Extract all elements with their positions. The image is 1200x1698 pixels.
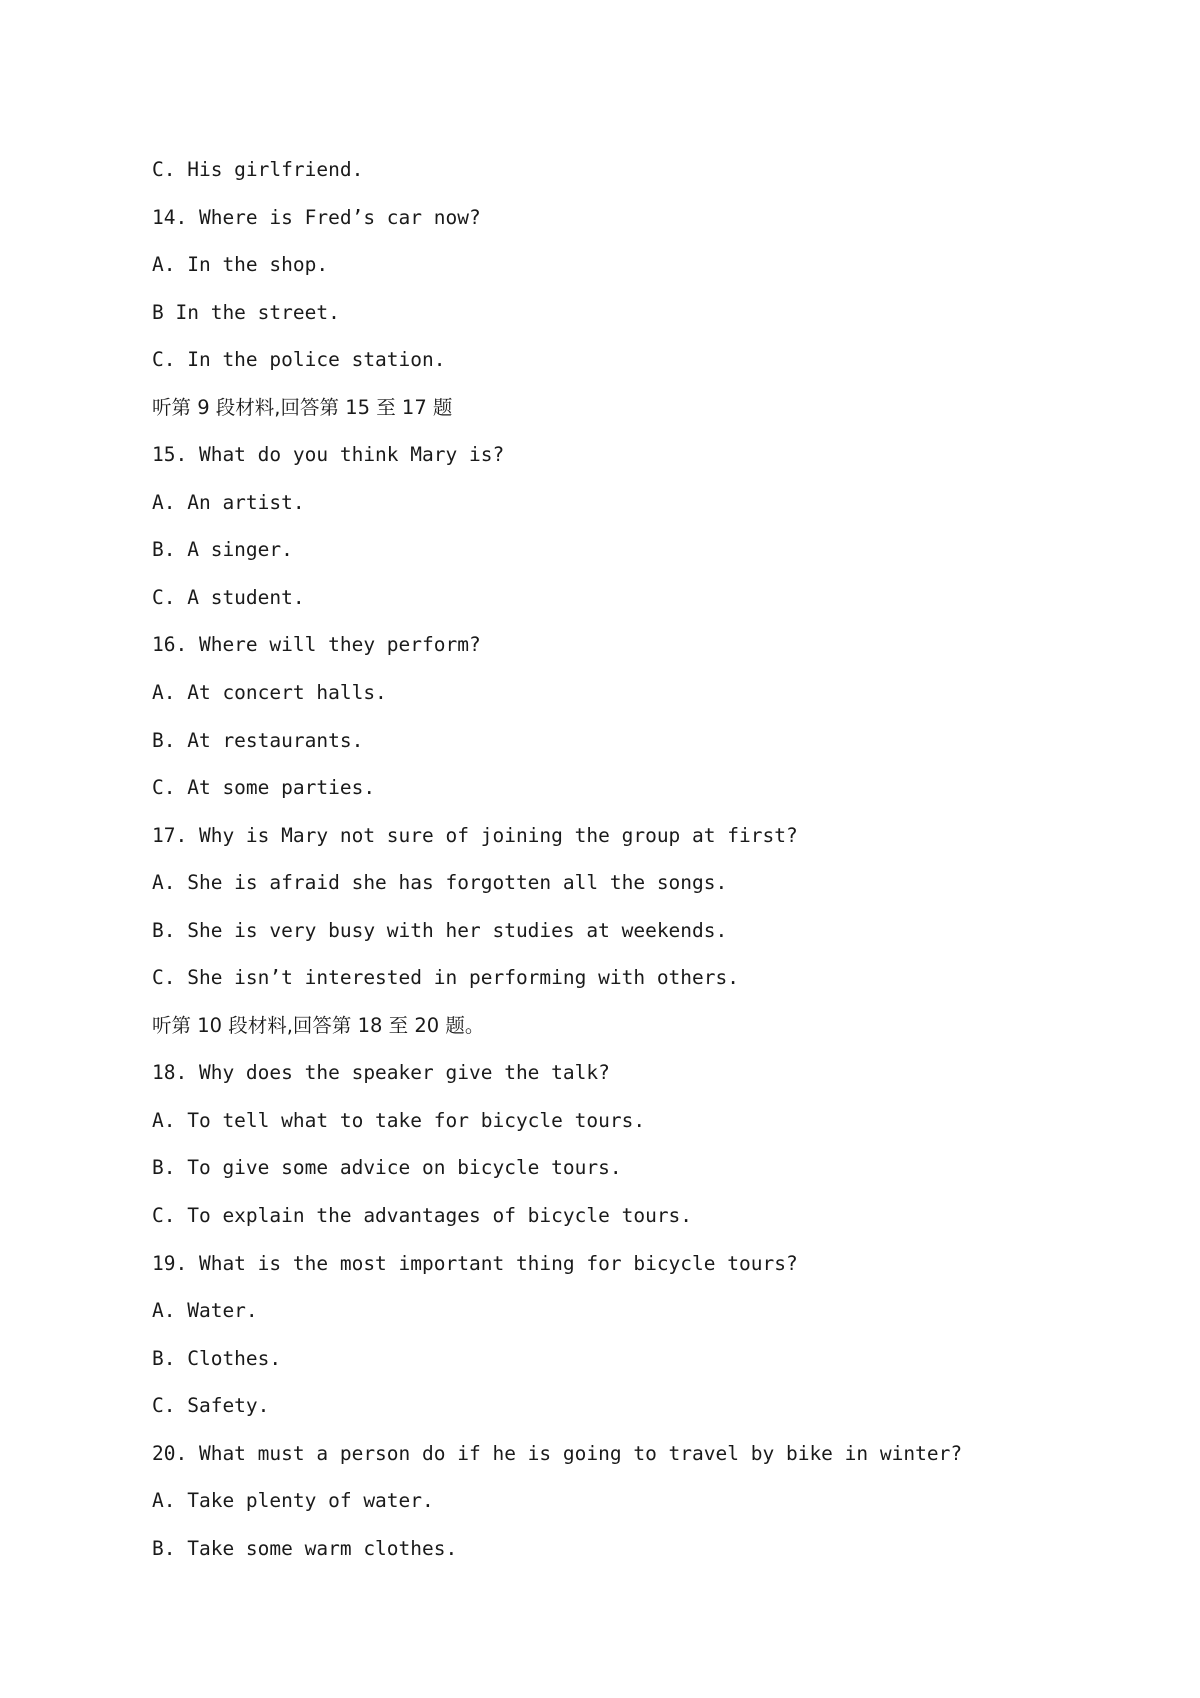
section-heading: 听第 10 段材料,回答第 18 至 20 题。 [152, 1013, 485, 1037]
text-lines [152, 155, 1132, 1581]
option-line: B. She is very busy with her studies at weekends. [152, 918, 728, 942]
option-line: A. She is afraid she has forgotten all the songs. [152, 871, 728, 895]
option-line: A. To tell what to take for bicycle tours. [152, 1108, 646, 1132]
option-line: C. To explain the advantages of bicycle tours. [152, 1204, 693, 1228]
question-line: 18. Why does the speaker give the talk? [152, 1061, 610, 1085]
question-line: 20. What must a person do if he is going to travel by bike in winter? [152, 1441, 963, 1465]
option-line: B. Clothes. [152, 1346, 282, 1370]
section-heading: 听第 9 段材料,回答第 15 至 17 题 [152, 395, 453, 419]
question-line: 16. Where will they perform? [152, 633, 481, 657]
option-line: A. Take plenty of water. [152, 1489, 434, 1513]
option-line: C. A student. [152, 585, 305, 609]
option-line: A. An artist. [152, 490, 305, 514]
question-line: 15. What do you think Mary is? [152, 443, 505, 467]
option-line: B. A singer. [152, 538, 293, 562]
question-line: 19. What is the most important thing for bicycle tours? [152, 1251, 798, 1275]
option-line: A. In the shop. [152, 253, 329, 277]
option-line: C. At some parties. [152, 776, 376, 800]
option-line: C. She isn’t interested in performing with others. [152, 966, 739, 990]
option-line: B. Take some warm clothes. [152, 1536, 458, 1560]
option-line: C. His girlfriend. [152, 158, 364, 181]
option-line: B In the street. [152, 300, 340, 324]
option-line: B. At restaurants. [152, 728, 364, 752]
question-line: 17. Why is Mary not sure of joining the group at first? [152, 823, 798, 847]
option-line: B. To give some advice on bicycle tours. [152, 1156, 622, 1180]
option-line: A. At concert halls. [152, 681, 387, 705]
question-line: 14. Where is Fred’s car now? [152, 205, 481, 229]
option-line: C. In the police station. [152, 348, 446, 372]
option-line: C. Safety. [152, 1394, 270, 1418]
option-line: A. Water. [152, 1299, 258, 1323]
